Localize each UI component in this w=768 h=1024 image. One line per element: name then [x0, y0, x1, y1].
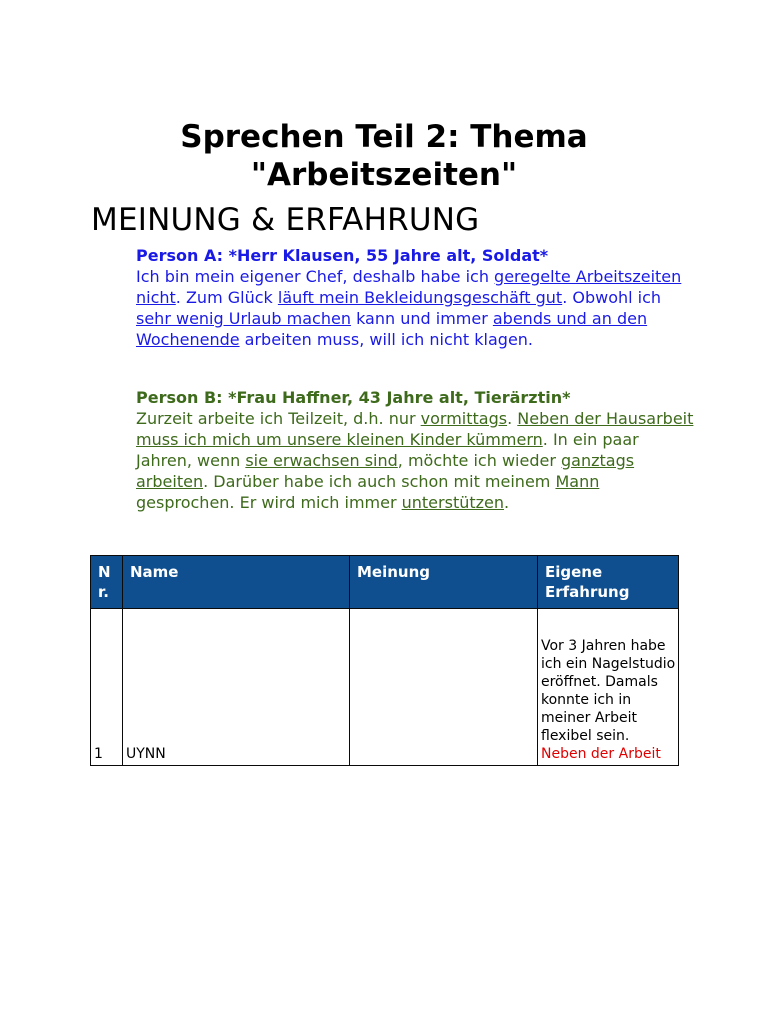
- person-a-text: Ich bin mein eigener Chef, deshalb habe ich geregelte Arbeitszeiten nicht. Zum Glück läuft mein Bekleidungsgeschäft gut. Obwohl ich sehr wenig Urlaub machen kann und immer abends und an den Wochenende arbeiten muss, will ich nicht klagen.: [136, 267, 682, 349]
- table-header-row: [91, 556, 679, 609]
- section-heading: MEINUNG & ERFAHRUNG: [91, 202, 480, 238]
- cell-erfahrung: [538, 609, 679, 766]
- header-name: Name: [123, 556, 350, 609]
- title-line-1: Sprechen Teil 2: Thema: [180, 119, 588, 155]
- cell-meinung: [350, 609, 538, 766]
- title-line-2: "Arbeitszeiten": [250, 157, 518, 193]
- cell-nr: 1: [91, 609, 123, 766]
- document-title: [90, 118, 678, 194]
- erfahrung-red-text: Neben der Arbeit: [541, 746, 661, 762]
- person-b-text: Zurzeit arbeite ich Teilzeit, d.h. nur vormittags. Neben der Hausarbeit muss ich mich um unsere kleinen Kinder kümmern. In ein paar Jahren, wenn sie erwachsen sind, möchte ich wieder ganztags arbeiten. Darüber habe ich auch schon mit meinem Mann gesprochen. Er wird mich immer unterstützen.: [136, 409, 694, 512]
- table-row: [91, 609, 679, 766]
- header-meinung: Meinung: [350, 556, 538, 609]
- person-b-name: Person B: *Frau Haffner, 43 Jahre alt, Tierärztin*: [136, 388, 571, 407]
- cell-name: UYNN: [123, 609, 350, 766]
- header-nr: Nr.: [91, 556, 123, 609]
- opinion-table: [90, 555, 679, 766]
- header-erfahrung: Eigene Erfahrung: [538, 556, 679, 609]
- erfahrung-text: Vor 3 Jahren habe ich ein Nagelstudio eröffnet. Damals konnte ich in meiner Arbeit flexibel sein.: [541, 638, 676, 744]
- person-a-block: [136, 245, 696, 350]
- person-a-name: Person A: *Herr Klausen, 55 Jahre alt, Soldat*: [136, 246, 549, 265]
- person-b-block: [136, 387, 696, 513]
